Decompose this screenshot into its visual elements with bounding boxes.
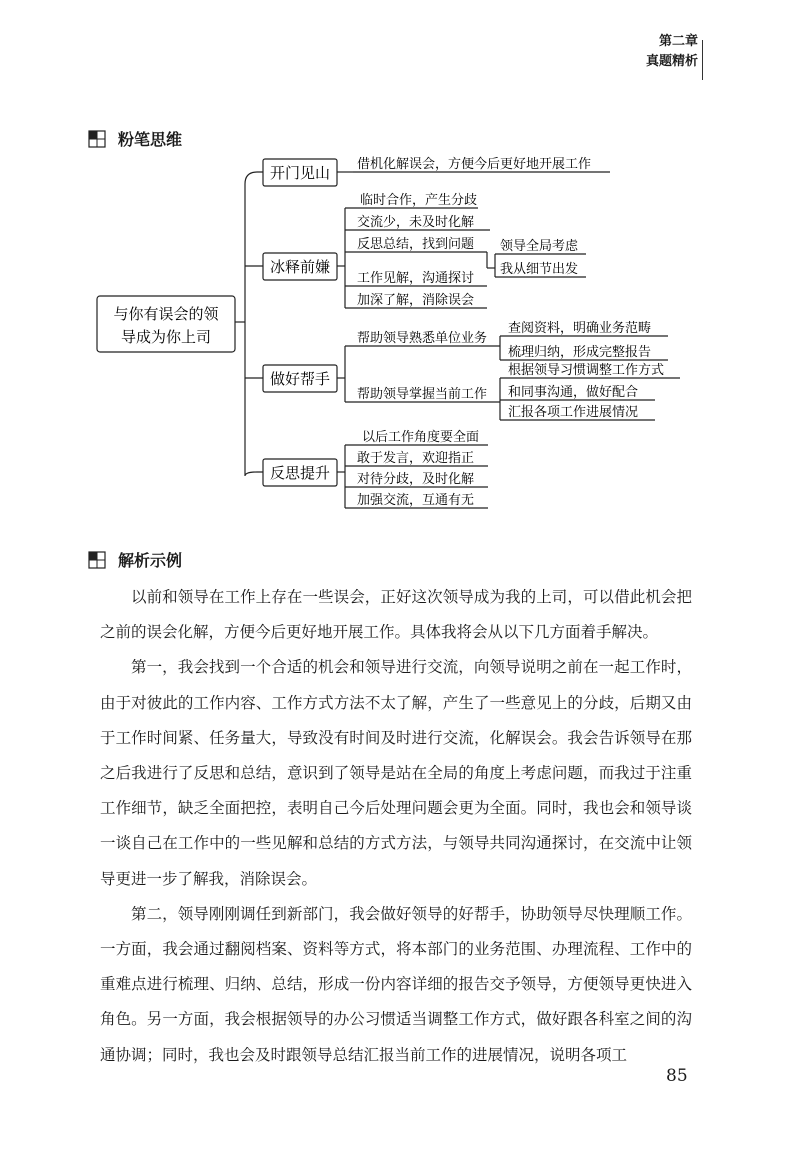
mindmap	[0, 0, 800, 530]
leaf-3-1-1: 查阅资料，明确业务范畴	[508, 321, 652, 336]
leaf-3-2-1: 根据领导习惯调整工作方式	[508, 363, 665, 378]
root-line-1: 与你有误会的领	[113, 305, 219, 323]
leaf-2-3-1: 领导全局考虑	[500, 239, 579, 254]
root-line-2: 导成为你上司	[120, 328, 212, 346]
branch-reconcile: 冰释前嫌	[269, 258, 331, 276]
leaf-2-5: 加深了解，消除误会	[357, 293, 475, 308]
paragraph-2: 第一，我会找到一个合适的机会和领导进行交流，向领导说明之前在一起工作时，由于对彼此的工作内容、工作方式方法不太了解，产生了一些意见上的分歧，后期又由于工作时间紧、任务量大，导致没有时间及时进行交流，化解误会。我会告诉领导在那之后我进行了反思和总结，意识到了领导是站在全局的角度上考虑问题，而我过于注重工作细节，缺乏全面把控，表明自己今后处理问题会更为全面。同时，我也会和领导谈一谈自己在工作中的一些见解和总结的方式方法，与领导共同沟通探讨，在交流中让领导更进一步了解我，消除误会。	[100, 658, 692, 888]
leaf-4-4: 加强交流，互通有无	[357, 493, 475, 508]
leaf-4-1: 以后工作角度要全面	[362, 430, 480, 445]
leaf-3-1-2: 梳理归纳，形成完整报告	[508, 345, 652, 360]
grid-icon	[88, 551, 106, 569]
page-number: 85	[666, 1066, 688, 1086]
mindmap-title: 粉笔思维	[118, 130, 183, 149]
analysis-heading	[88, 548, 182, 571]
header-section: 真题精析	[645, 54, 698, 69]
branch-reflect: 反思提升	[269, 464, 331, 482]
sub-branch-3-1: 帮助领导熟悉单位业务	[357, 331, 488, 346]
analysis-title: 解析示例	[118, 551, 183, 570]
sub-branch-3-2: 帮助领导掌握当前工作	[357, 387, 488, 402]
leaf-2-3: 反思总结，找到问题	[357, 237, 475, 252]
branch-opening: 开门见山	[269, 164, 331, 182]
leaf-1-1: 借机化解误会，方便今后更好地开展工作	[357, 157, 592, 172]
leaf-2-2: 交流少，未及时化解	[357, 215, 475, 230]
paragraph-3: 第二，领导刚刚调任到新部门，我会做好领导的好帮手，协助领导尽快理顺工作。一方面，我会通过翻阅档案、资料等方式，将本部门的业务范围、办理流程、工作中的重难点进行梳理、归纳、总结，形成一份内容详细的报告交予领导，方便领导更快进入角色。另一方面，我会根据领导的办公习惯适当调整工作方式，做好跟各科室之间的沟通协调；同时，我也会及时跟领导总结汇报当前工作的进展情况，说明各项工	[100, 904, 692, 1064]
header-chapter: 第二章	[658, 34, 698, 49]
leaf-3-2-3: 汇报各项工作进展情况	[508, 405, 639, 420]
branch-helper: 做好帮手	[269, 370, 331, 388]
leaf-3-2-2: 和同事沟通，做好配合	[508, 385, 639, 400]
leaf-2-3-2: 我从细节出发	[500, 262, 579, 277]
leaf-4-3: 对待分歧，及时化解	[357, 472, 475, 487]
leaf-4-2: 敢于发言，欢迎指正	[357, 451, 475, 466]
paragraph-1: 以前和领导在工作上存在一些误会，正好这次领导成为我的上司，可以借此机会把之前的误会化解，方便今后更好地开展工作。具体我将会从以下几方面着手解决。	[100, 588, 692, 642]
leaf-2-4: 工作见解，沟通探讨	[357, 271, 475, 286]
leaf-2-1: 临时合作，产生分歧	[360, 193, 478, 208]
analysis-body	[100, 580, 692, 1073]
